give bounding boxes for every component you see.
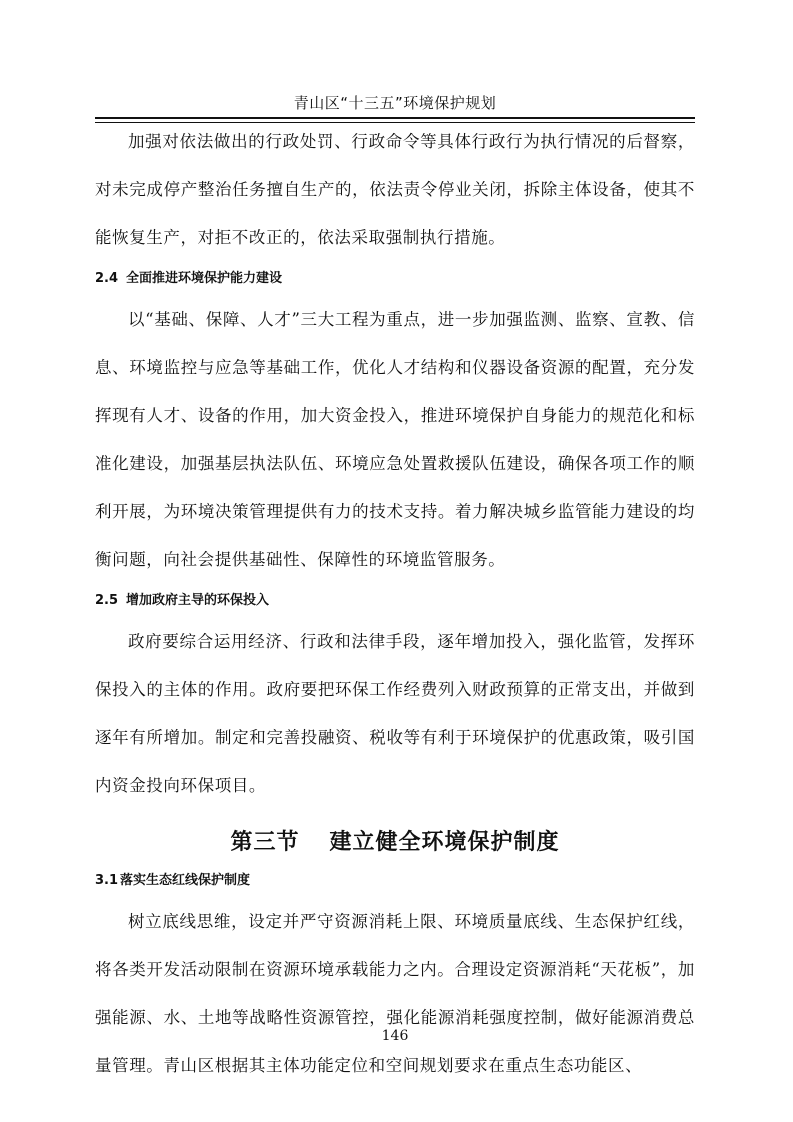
subsection-number: 2.4 [95,271,119,286]
page-body [95,118,695,1090]
subsection-heading-2-5 [95,584,695,618]
paragraph: 树立底线思维，设定并严守资源消耗上限、环境质量底线、生态保护红线，将各类开发活动限制在资源环境承载能力之内。合理设定资源消耗“天花板”，加强能源、水、土地等战略性资源管控，强化能源消耗强度控制，做好能源消费总量管理。青山区根据其主体功能定位和空间规划要求在重点生态功能区、 [95,912,695,1075]
subsection-title: 落实生态红线保护制度 [120,873,251,888]
paragraph: 政府要综合运用经济、行政和法律手段，逐年增加投入，强化监管，发挥环保投入的主体的作用。政府要把环保工作经费列入财政预算的正常支出，并做到逐年有所增加。制定和完善投融资、税收等有利于环境保护的优惠政策，吸引国内资金投向环保项目。 [95,632,695,795]
running-header: 青山区“十三五”环境保护规划 [293,94,497,112]
page-number: 146 [381,1028,409,1044]
subsection-title: 全面推进环境保护能力建设 [126,271,283,286]
subsection-heading-3-1 [95,864,695,898]
subsection-heading-2-4 [95,262,695,296]
paragraph: 加强对依法做出的行政处罚、行政命令等具体行政行为执行情况的后督察，对未完成停产整治任务擅自生产的，依法责令停业关闭，拆除主体设备，使其不能恢复生产，对拒不改正的，依法采取强制执行措施。 [95,132,695,247]
subsection-number: 2.5 [95,593,119,608]
section-heading [95,822,695,864]
section-title: 建立健全环境保护制度 [329,830,560,855]
subsection-title: 增加政府主导的环保投入 [126,593,270,608]
subsection-number: 3.1 [95,873,119,888]
paragraph: 以“基础、保障、人才”三大工程为重点，进一步加强监测、监察、宣教、信息、环境监控与应急等基础工作，优化人才结构和仪器设备资源的配置，充分发挥现有人才、设备的作用，加大资金投入，推进环境保护自身能力的规范化和标准化建设，加强基层执法队伍、环境应急处置救援队伍建设，确保各项工作的顺利开展，为环境决策管理提供有力的技术支持。着力解决城乡监管能力建设的均衡问题，向社会提供基础性、保障性的环境监管服务。 [95,310,695,569]
section-label: 第三节 [230,830,300,855]
